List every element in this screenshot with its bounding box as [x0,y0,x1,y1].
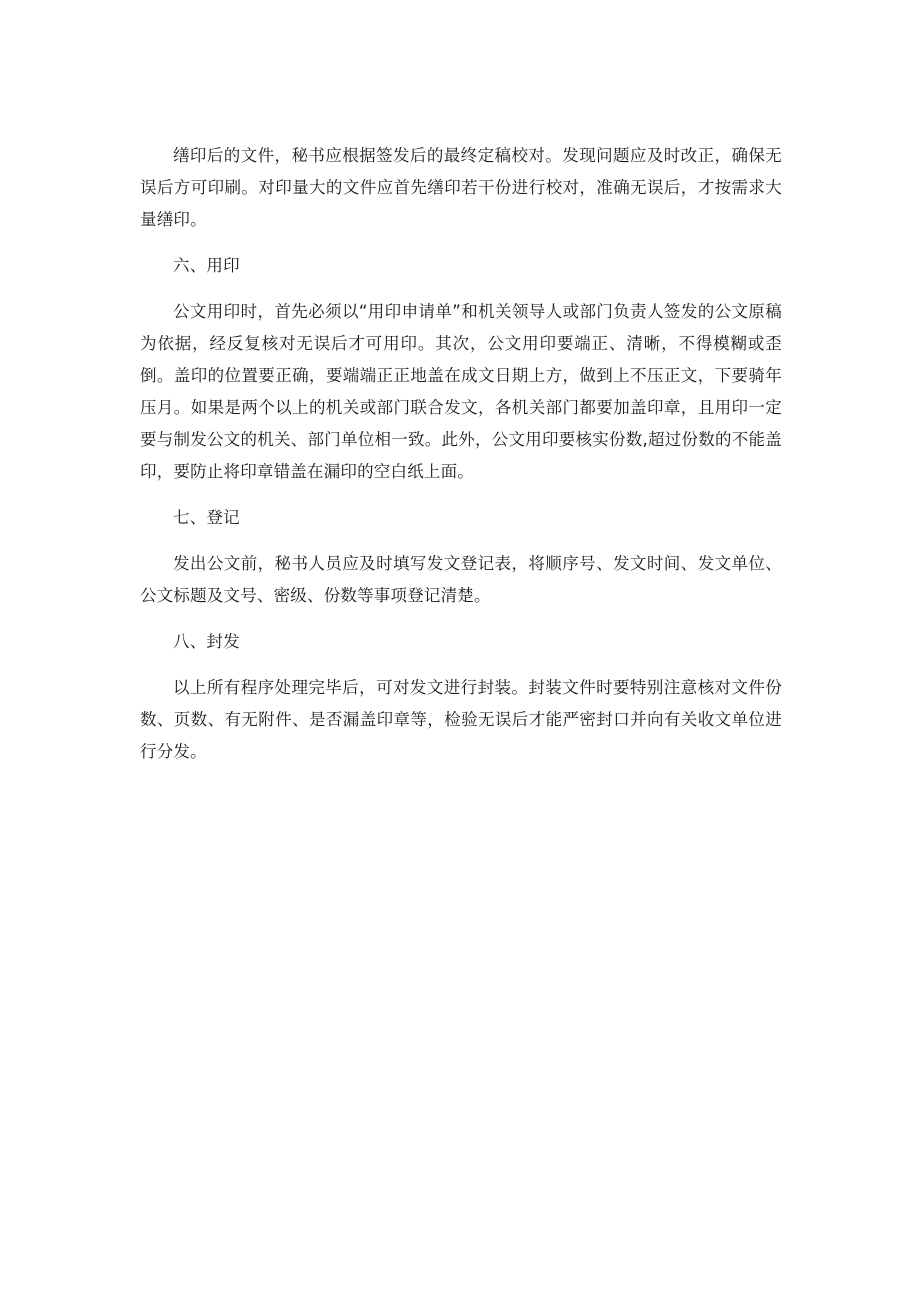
section-heading-register: 七、登记 [173,508,240,527]
paragraph-seal: 公文用印时，首先必须以“用印申请单”和机关领导人或部门负责人签发的公文原稿为依据，经反复核对无误后才可用印。其次，公文用印要端正、清晰，不得模糊或歪倒。盖印的位置要正确，要端端正正地盖在成文日期上方，做到上不压正文，下要骑年压月。如果是两个以上的机关或部门联合发文，各机关部门都要加盖印章，且用印一定要与制发公文的机关、部门单位相一致。此外，公文用印要核实份数,超过份数的不能盖印，要防止将印章错盖在漏印的空白纸上面。 [140,302,782,481]
paragraph-proofreading: 缮印后的文件，秘书应根据签发后的最终定稿校对。发现问题应及时改正，确保无误后方可印刷。对印量大的文件应首先缮印若干份进行校对，准确无误后，才按需求大量缮印。 [140,146,782,229]
section-heading-seal: 六、用印 [173,256,240,275]
section-heading-dispatch: 八、封发 [173,632,240,651]
document-body [140,140,782,782]
paragraph-dispatch: 以上所有程序处理完毕后，可对发文进行封装。封装文件时要特别注意核对文件份数、页数、有无附件、是否漏盖印章等，检验无误后才能严密封口并向有关收文单位进行分发。 [140,678,782,761]
paragraph-register: 发出公文前，秘书人员应及时填写发文登记表，将顺序号、发文时间、发文单位、公文标题及文号、密级、份数等事项登记清楚。 [140,554,782,605]
